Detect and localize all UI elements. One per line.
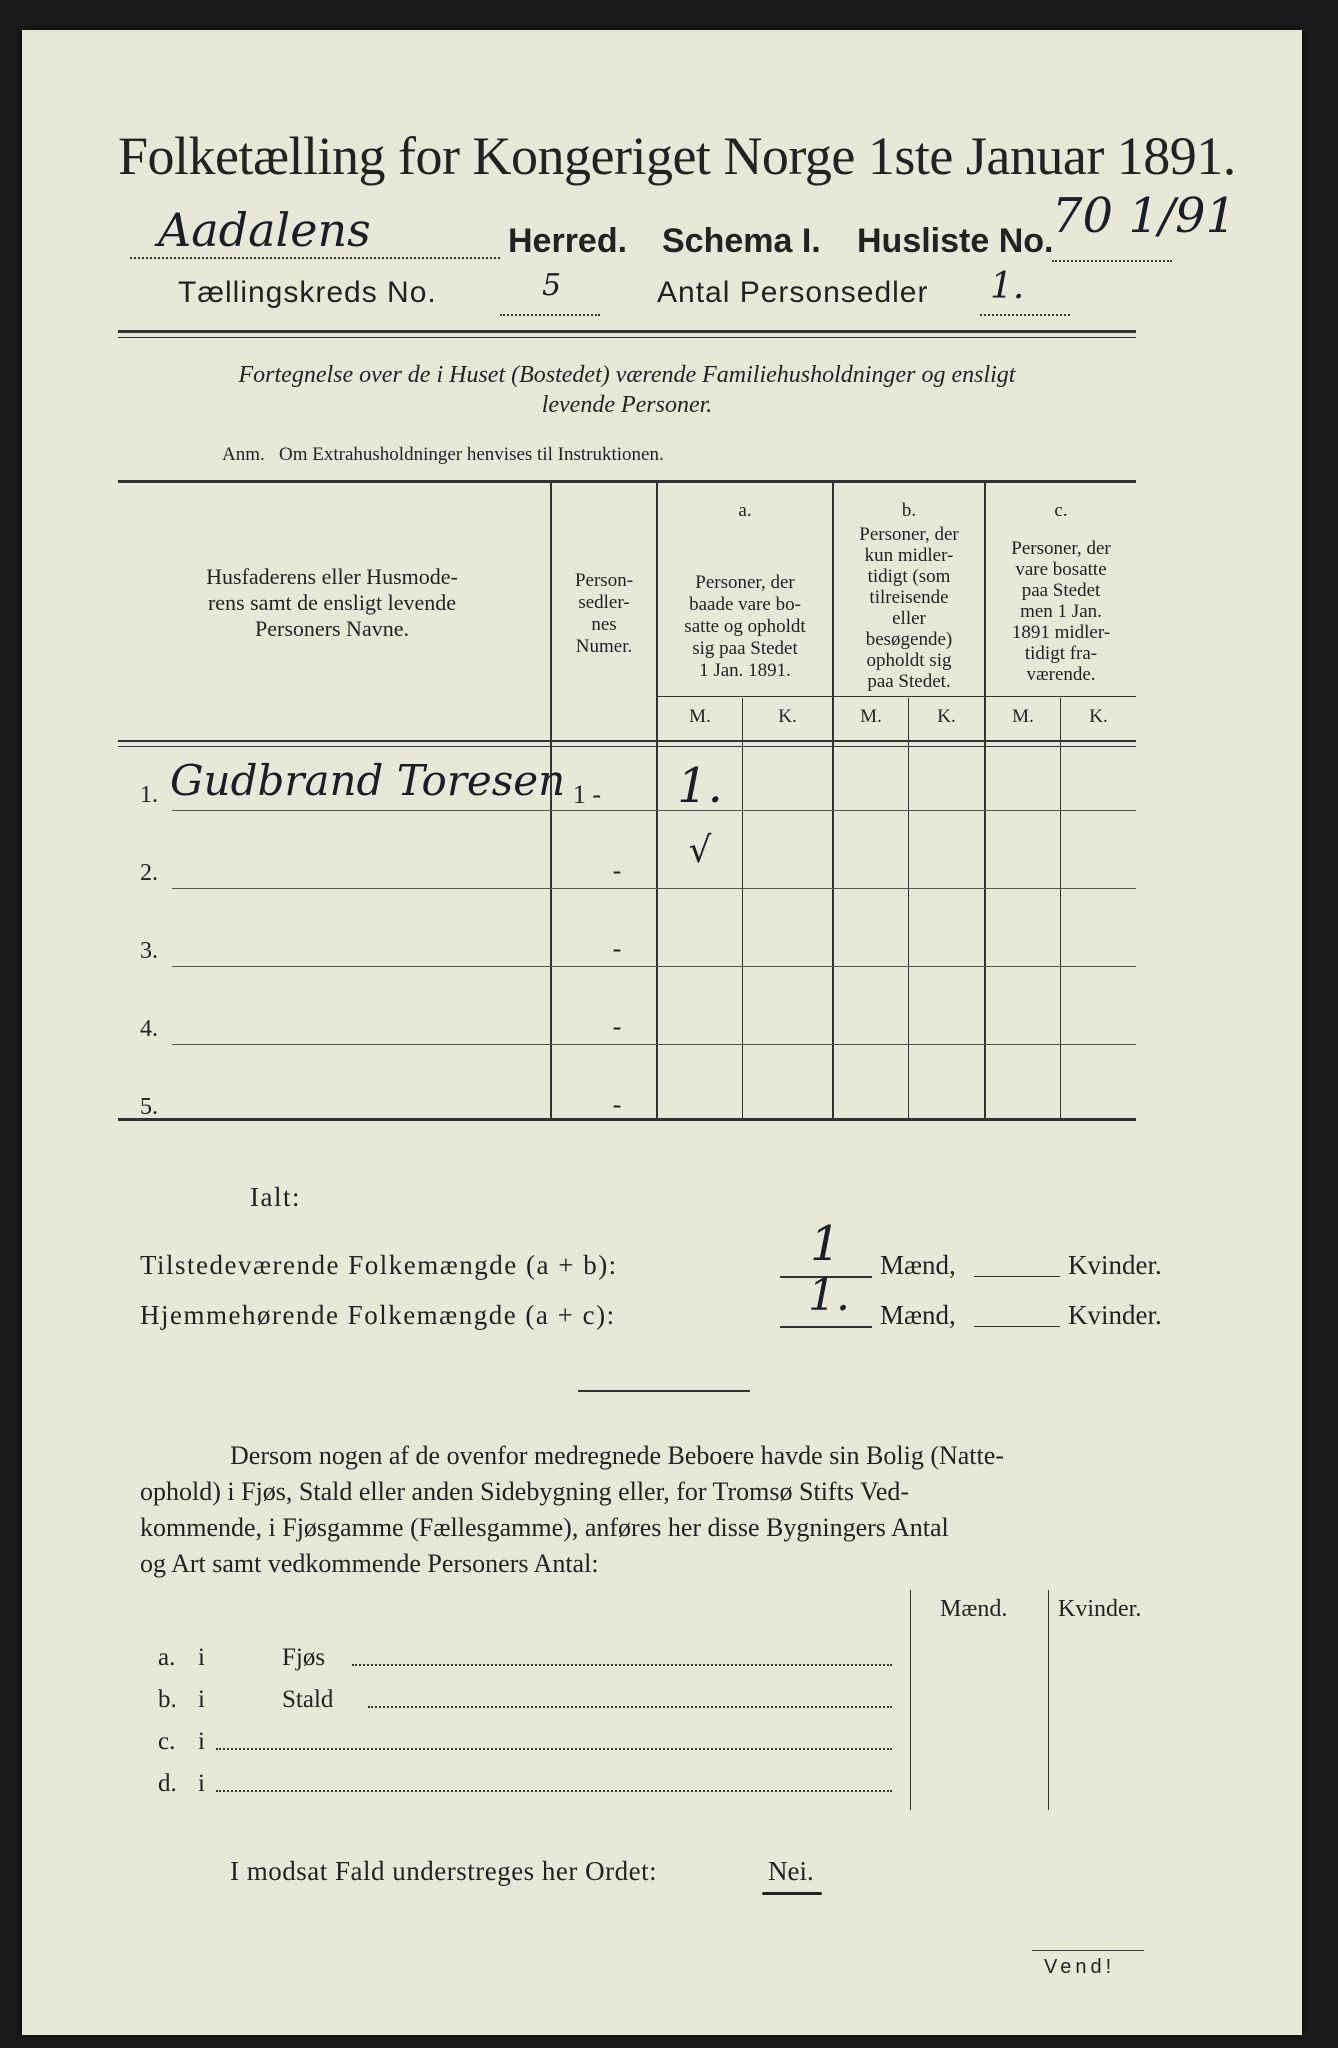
tilst-label: Tilstedeværende Folkemængde (a + b): [140,1250,618,1280]
col-b-header [834,524,984,692]
building-dotted-line [216,1788,892,1792]
row-a-m: √ [688,830,712,871]
col-divider-a-mk [742,698,743,1118]
col-b-header-line: paa Stedet. [867,671,951,692]
mk-header-rule [656,696,1136,697]
row-sedel: - [612,1012,622,1041]
building-dotted-line [368,1704,892,1708]
col-c-header-line: vare bosatte [1015,559,1107,580]
buildings-col-divider-2 [1048,1590,1049,1810]
census-form-sheet [22,30,1302,2035]
intro-line-2: levende Personer. [541,392,713,418]
building-letter: d. [158,1770,177,1797]
row-sedel: - [612,934,622,963]
row-number: 1. [140,782,158,808]
husliste-label: Husliste No. [857,222,1054,260]
col-c-header-line: værende. [1026,664,1096,685]
row-number: 5. [140,1094,158,1120]
row-number: 2. [140,860,158,886]
col-b-header-line: eller [892,608,926,629]
building-dotted-line [352,1662,892,1666]
col-b-letter: b. [901,500,917,521]
col-b-header-line: tidigt (som [867,566,951,587]
col-b-header-line: kun midler- [864,545,954,566]
hjem-value-rule [780,1326,872,1328]
herred-label: Herred. [508,222,628,260]
col-b-m-label: M. [860,706,882,727]
building-name: Fjøs [282,1644,326,1671]
ialt-label: Ialt: [250,1182,301,1212]
header-rule-thin [118,337,1136,338]
col-b-header-line: Personer, der [859,524,959,545]
col-c-k-label: K. [1089,706,1108,727]
building-letter: c. [158,1728,176,1755]
building-i: i [198,1770,205,1797]
col-c-header-line: paa Stedet [1021,580,1101,601]
row-rule-2 [172,888,1136,889]
buildings-col-divider-1 [910,1590,911,1810]
col-c-header-line: men 1 Jan. [1020,601,1102,622]
col-name-header [122,564,542,642]
buildings-para-line: ophold) i Fjøs, Stald eller anden Sidebygning eller, for Tromsø Stifts Ved- [140,1477,910,1506]
tilst-kvinder: Kvinder. [1068,1250,1162,1280]
anm-note: Anm. Om Extrahusholdninger henvises til Instruktionen. [222,444,664,465]
section-divider [578,1390,750,1392]
antal-value: 1. [990,266,1025,307]
vend-text: Vend! [1044,1956,1116,1978]
building-letter: b. [158,1686,177,1713]
buildings-paragraph [140,1438,1140,1582]
col-a-k-label: K. [778,706,797,727]
col-a-header-line: Personer, der [695,572,795,593]
row-number: 4. [140,1016,158,1042]
col-c-m-label: M. [1012,706,1034,727]
building-letter: a. [158,1644,176,1671]
row-rule-4 [172,1044,1136,1045]
col-b-header-line: besøgende) [865,629,953,650]
kreds-field [500,268,600,316]
herred-field [130,205,500,259]
col-b-header-line: tilreisende [869,587,949,608]
row-sedel: - [612,856,622,885]
building-name: Stald [282,1686,334,1713]
col-a-header-line: sig paa Stedet [692,638,798,659]
col-a-header-line: baade vare bo- [689,594,801,615]
hjem-maend: Mænd, [880,1300,956,1330]
vend-rule [1032,1950,1144,1951]
col-c-header [986,538,1136,685]
col-a-header-line: satte og opholdt [684,616,806,637]
tilst-value: 1 [810,1216,841,1272]
col-a-letter: a. [738,500,752,521]
modsat-text: I modsat Fald understreges her Ordet: [230,1856,658,1886]
antal-field [980,266,1070,316]
buildings-para-line: Dersom nogen af de ovenfor medregnede Beboere havde sin Bolig (Natte- [230,1441,1004,1470]
antal-label: Antal Personsedler [657,276,929,309]
tilst-maend: Mænd, [880,1250,956,1280]
building-i: i [198,1728,205,1755]
hjem-label: Hjemmehørende Folkemængde (a + c): [140,1300,616,1330]
col-divider-c-mk [1060,698,1061,1118]
buildings-para-line: kommende, i Fjøsgamme (Fællesgamme), anføres her disse Bygningers Antal [140,1513,949,1542]
col-num-header-line: nes [591,614,617,635]
col-num-header-line: sedler- [578,592,630,613]
header-rule [118,330,1136,333]
col-name-header-line: Husfaderens eller Husmode- [206,564,458,589]
col-num-header-line: Numer. [575,636,633,657]
row-sedel: - [612,1090,622,1119]
col-c-letter: c. [1054,500,1068,521]
col-b-header-line: opholdt sig [866,650,952,671]
herred-value: Aadalens [158,203,371,257]
hjem-value: 1. [808,1270,850,1321]
kreds-label: Tællingskreds No. [178,276,437,309]
col-b-k-label: K. [937,706,956,727]
buildings-para-line: og Art samt vedkommende Personers Antal: [140,1549,599,1578]
intro-line-1: Fortegnelse over de i Huset (Bostedet) værende Familiehusholdninger og ensligt [238,362,1016,388]
hjem-kvinder-rule [974,1326,1060,1327]
row-sedel: 1 - [572,780,602,809]
buildings-kvinder-header: Kvinder. [1058,1596,1142,1622]
nei-underline [762,1892,822,1895]
row-name: Gudbrand Toresen [170,756,566,805]
col-c-header-line: tidigt fra- [1024,643,1098,664]
kreds-value: 5 [542,268,562,303]
col-a-header-line: 1 Jan. 1891. [699,660,791,681]
row-rule-1 [172,810,1136,811]
buildings-maend-header: Mænd. [940,1596,1008,1622]
row-a-m: 1. [677,758,723,814]
building-i: i [198,1644,205,1671]
building-dotted-line [216,1746,892,1750]
col-a-header [658,572,832,682]
col-name-header-line: rens samt de ensligt levende [207,590,457,615]
col-name-header-line: Personers Navne. [255,616,409,641]
col-num-header-line: Person- [574,570,634,591]
nei-word: Nei. [768,1856,814,1886]
row-rule-3 [172,966,1136,967]
hjem-kvinder: Kvinder. [1068,1300,1162,1330]
row-number: 3. [140,938,158,964]
form-title: Folketælling for Kongeriget Norge 1ste Januar 1891. [118,126,1236,186]
col-num-header [552,570,656,658]
col-c-header-line: 1891 midler- [1011,622,1111,643]
tilst-kvinder-rule [974,1276,1060,1277]
husliste-value: 70 1/91 [1052,188,1237,244]
schema-label: Schema I. [662,222,821,260]
col-a-m-label: M. [689,706,711,727]
col-divider-b-mk [908,698,909,1118]
col-c-header-line: Personer, der [1011,538,1111,559]
building-i: i [198,1686,205,1713]
